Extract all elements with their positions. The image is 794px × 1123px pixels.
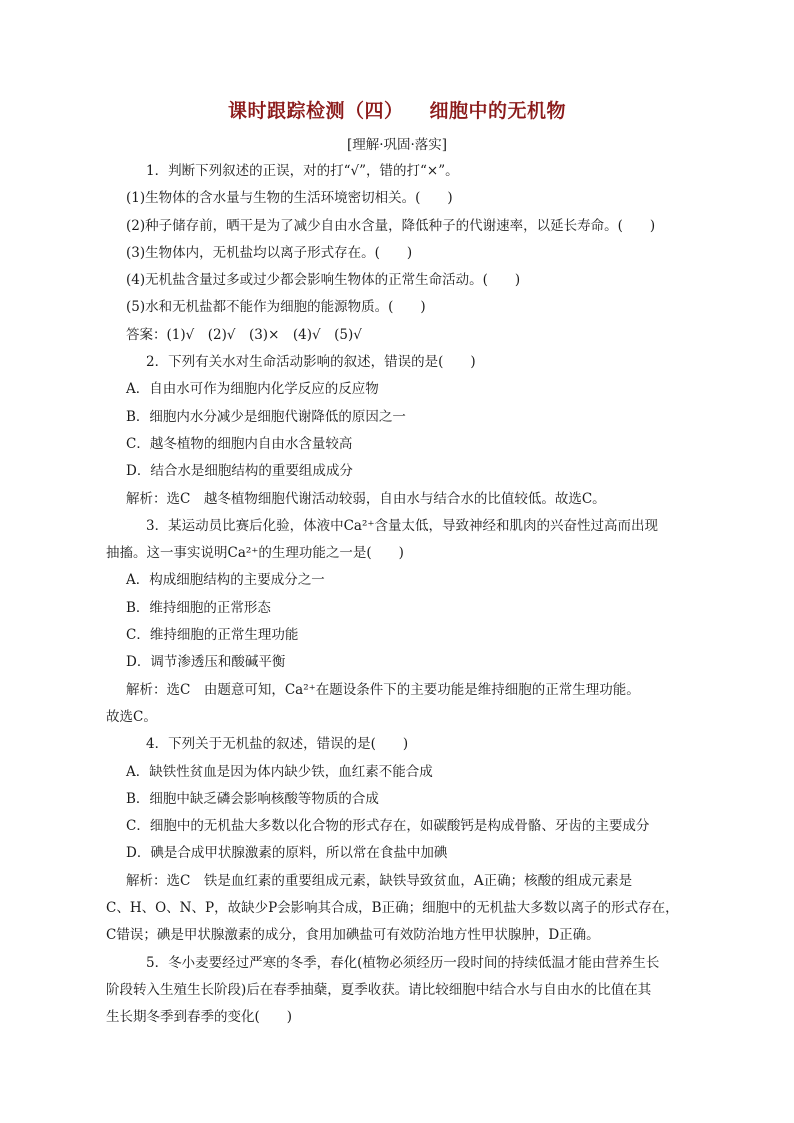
q2-option-c: C．越冬植物的细胞内自由水含量较高 — [126, 435, 353, 452]
q3-option-a: A．构成细胞结构的主要成分之一 — [126, 572, 325, 589]
q1-stem: 1．判断下列叙述的正误，对的打“√”，错的打“×”。 — [146, 163, 459, 179]
q2-option-b: B．细胞内水分减少是细胞代谢降低的原因之一 — [126, 408, 406, 425]
q1-item-2: (2)种子储存前，晒干是为了减少自由水含量，降低种子的代谢速率，以延长寿命。( ) — [126, 217, 656, 234]
q4-analysis-line-2: C、H、O、N、P，故缺少P会影响其合成，B正确；细胞中的无机盐大多数以离子的形式存在， — [106, 900, 679, 917]
q1-answer: 答案：(1)√ (2)√ (3)× (4)√ (5)√ — [126, 326, 362, 343]
q3-analysis-line-2: 故选C。 — [106, 708, 157, 725]
title-part-a: 课时跟踪检测（四） — [227, 100, 404, 122]
q4-option-c: C．细胞中的无机盐大多数以化合物的形式存在，如碳酸钙是构成骨骼、牙齿的主要成分 — [126, 818, 650, 835]
q4-analysis-line-3: C错误；碘是甲状腺激素的成分，食用加碘盐可有效防治地方性甲状腺肿，D正确。 — [106, 927, 600, 944]
q2-option-a: A．自由水可作为细胞内化学反应的反应物 — [126, 381, 379, 398]
document-body — [106, 158, 686, 1032]
q3-analysis-line-1: 解析：选C 由题意可知，Ca²⁺在题设条件下的主要功能是维持细胞的正常生理功能。 — [126, 681, 640, 698]
q3-stem-line-1: 3．某运动员比赛后化验，体液中Ca²⁺含量太低，导致神经和肌肉的兴奋性过高而出现 — [146, 517, 659, 534]
title-part-b: 细胞中的无机物 — [429, 100, 567, 122]
q5-stem-line-1: 5．冬小麦要经过严寒的冬季，春化(植物必须经历一段时间的持续低温才能由营养生长 — [146, 954, 660, 971]
page-title — [0, 96, 794, 123]
q2-option-d: D．结合水是细胞结构的重要组成成分 — [126, 463, 353, 480]
q4-option-b: B．细胞中缺乏磷会影响核酸等物质的合成 — [126, 790, 379, 807]
q3-stem-line-2: 抽搐。这一事实说明Ca²⁺的生理功能之一是( ) — [106, 545, 404, 562]
q4-option-a: A．缺铁性贫血是因为体内缺少铁，血红素不能合成 — [126, 763, 433, 780]
q4-option-d: D．碘是合成甲状腺激素的原料，所以常在食盐中加碘 — [126, 845, 448, 862]
q3-option-b: B．维持细胞的正常形态 — [126, 599, 271, 616]
q2-stem: 2．下列有关水对生命活动影响的叙述，错误的是( ) — [146, 354, 476, 371]
q1-item-1: (1)生物体的含水量与生物的生活环境密切相关。( ) — [126, 190, 453, 207]
q3-option-c: C．维持细胞的正常生理功能 — [126, 627, 299, 644]
q4-analysis-line-1: 解析：选C 铁是血红素的重要组成元素，缺铁导致贫血，A正确；核酸的组成元素是 — [126, 872, 633, 889]
q5-stem-line-3: 生长期冬季到春季的变化( ) — [106, 1009, 293, 1026]
q4-stem: 4．下列关于无机盐的叙述，错误的是( ) — [146, 736, 409, 753]
q5-stem-line-2: 阶段转入生殖生长阶段)后在春季抽蘖，夏季收获。请比较细胞中结合水与自由水的比值在其 — [106, 981, 652, 998]
q2-analysis: 解析：选C 越冬植物细胞代谢活动较弱，自由水与结合水的比值较低。故选C。 — [126, 490, 606, 507]
q1-item-3: (3)生物体内，无机盐均以离子形式存在。( ) — [126, 244, 413, 261]
q1-item-5: (5)水和无机盐都不能作为细胞的能源物质。( ) — [126, 299, 426, 316]
q1-item-4: (4)无机盐含量过多或过少都会影响生物体的正常生命活动。( ) — [126, 272, 521, 289]
section-subtitle: [理解·巩固·落实] — [346, 137, 448, 153]
q3-option-d: D．调节渗透压和酸碱平衡 — [126, 654, 286, 671]
